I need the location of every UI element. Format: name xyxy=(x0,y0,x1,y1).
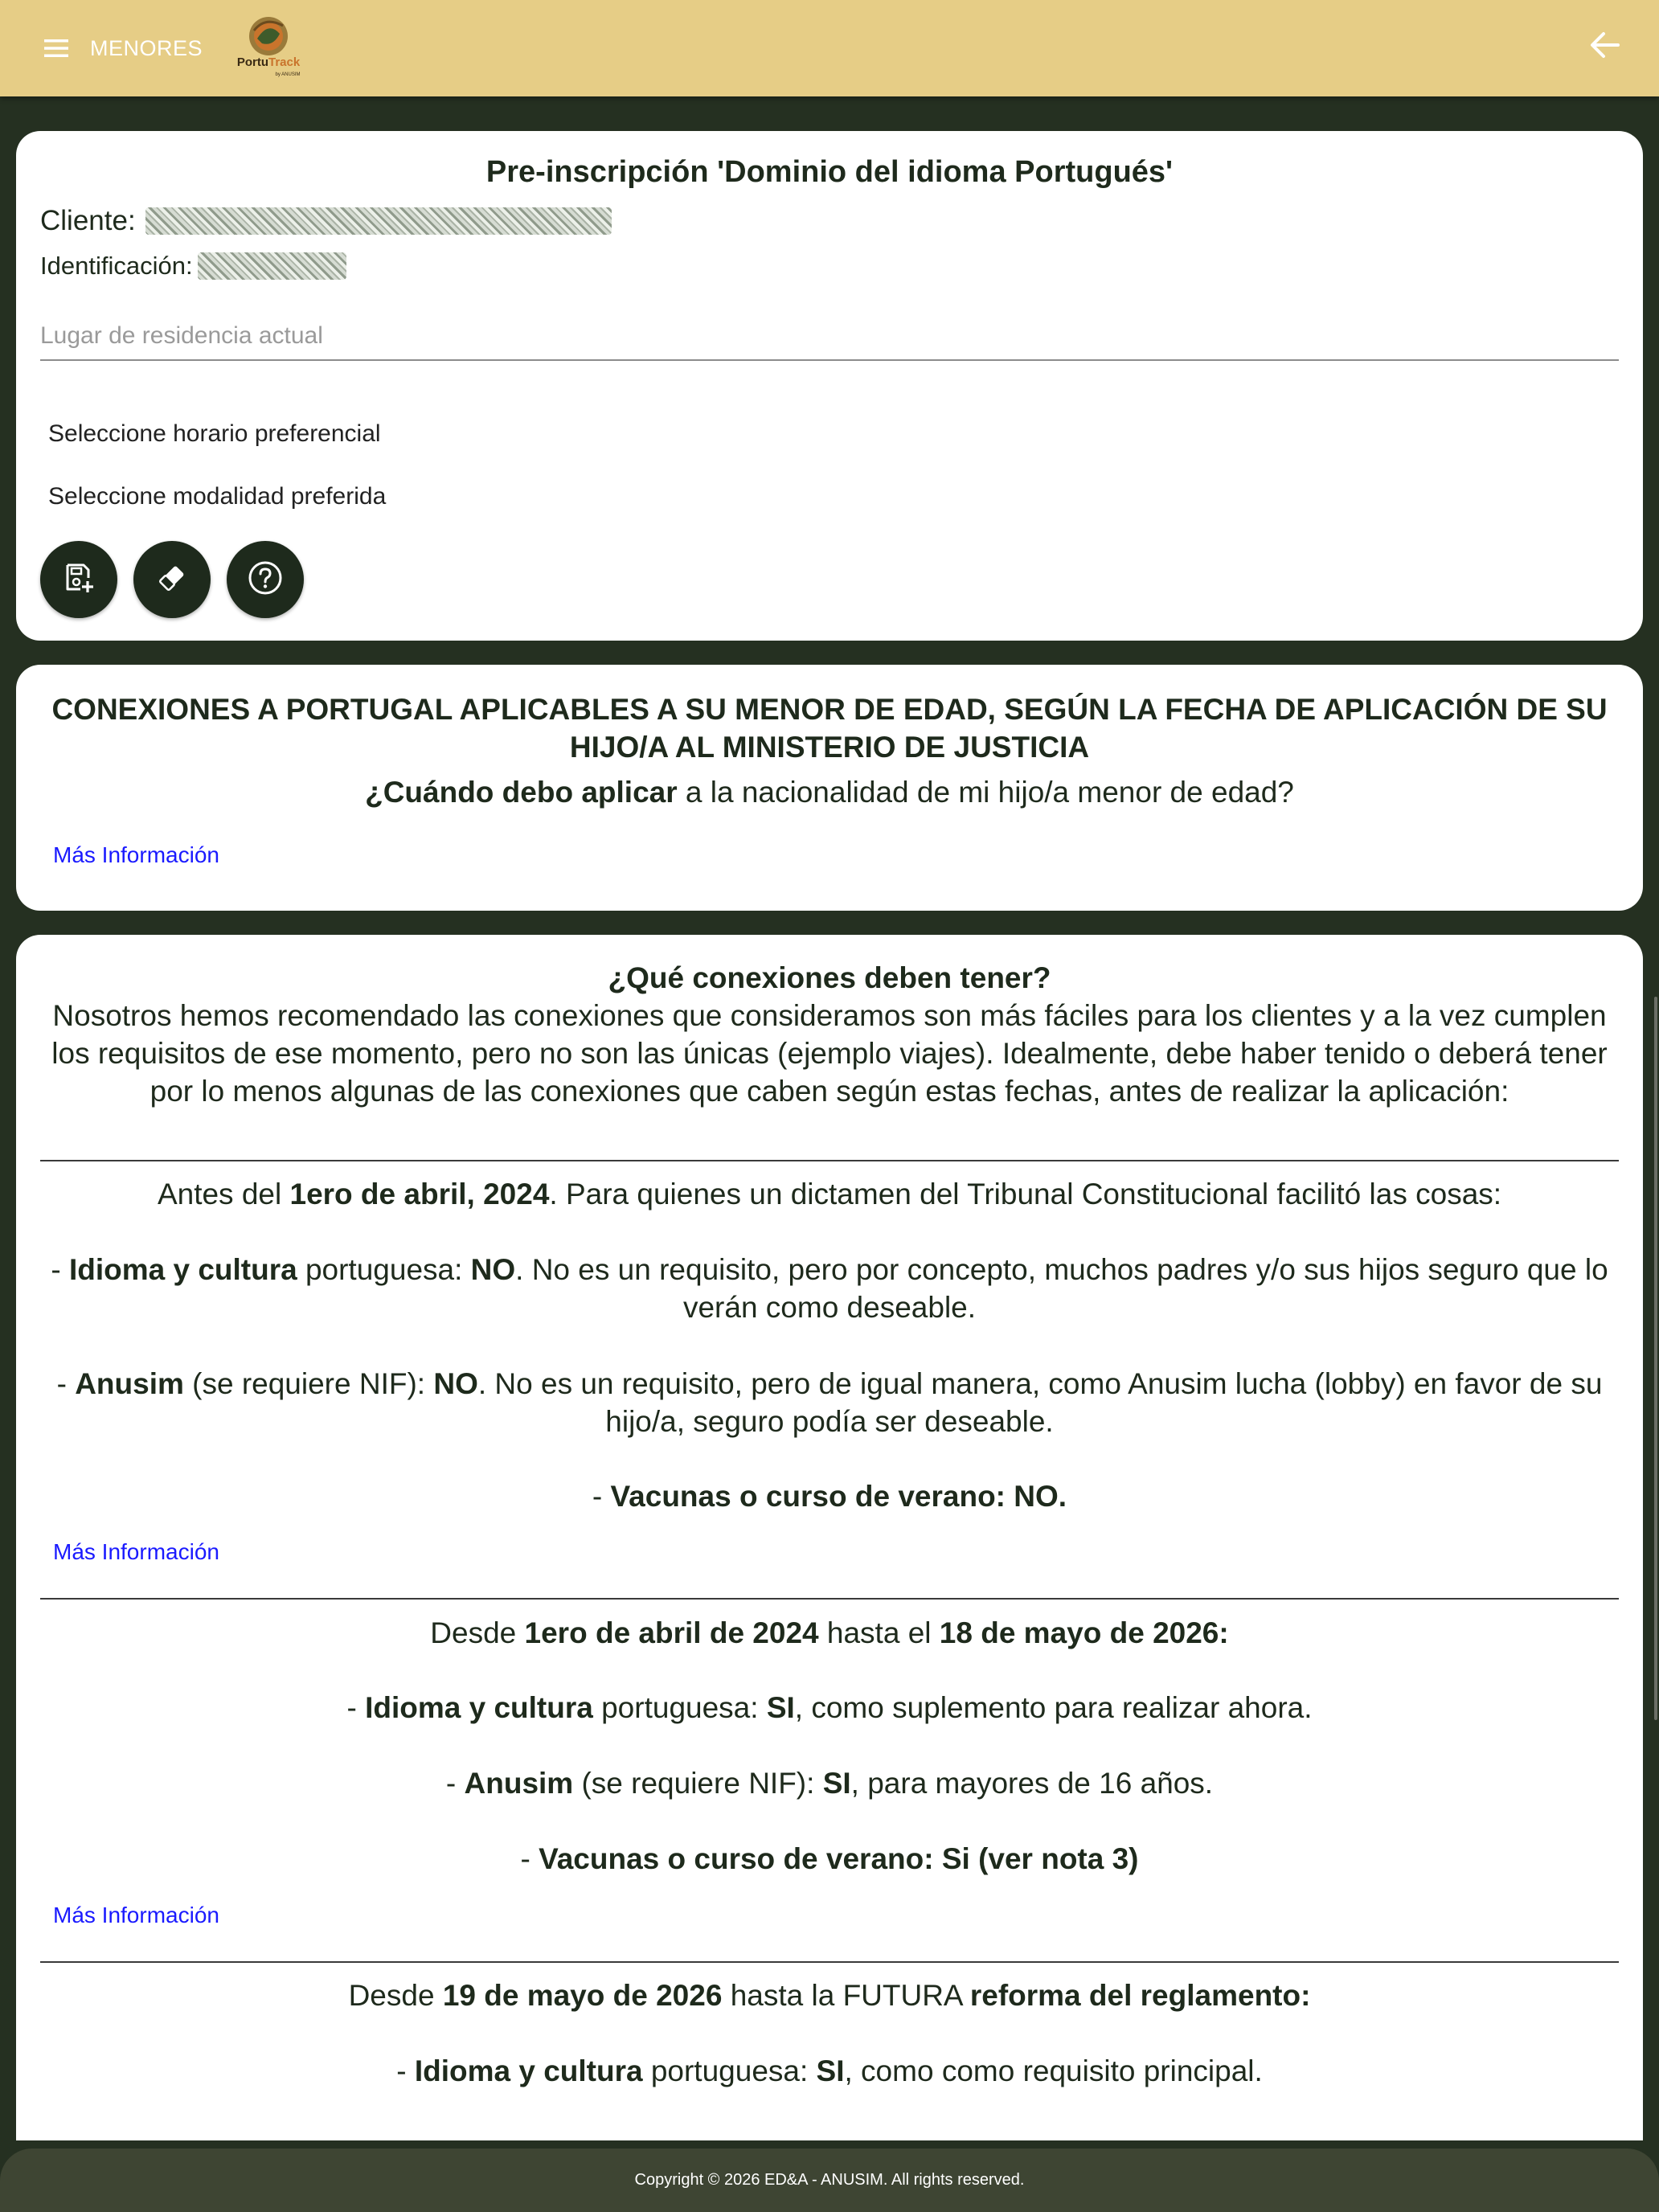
text: - xyxy=(56,1367,76,1400)
back-button[interactable] xyxy=(1579,21,1630,72)
help-icon xyxy=(247,559,284,600)
divider xyxy=(40,1961,1619,1963)
text: Vacunas o curso de verano: NO. xyxy=(610,1480,1067,1513)
text: - xyxy=(445,1767,465,1800)
divider xyxy=(40,1160,1619,1161)
connections-title: CONEXIONES A PORTUGAL APLICABLES A SU MENOR DE EDAD, SEGÚN LA FECHA DE APLICACIÓN DE SU HIJO/A AL MINISTERIO DE JUSTICIA xyxy=(51,693,1608,764)
copyright-text: Copyright © 2026 ED&A - ANUSIM. All rights reserved. xyxy=(634,2171,1025,2189)
period2-intro xyxy=(40,1614,1619,1652)
top-app-bar xyxy=(0,0,1659,96)
scrollbar[interactable] xyxy=(1654,997,1657,1720)
text: Idioma y cultura xyxy=(365,1691,593,1724)
form-title: Pre-inscripción 'Dominio del idioma Portugués' xyxy=(485,155,1174,189)
text: - xyxy=(396,2054,415,2087)
text: SI xyxy=(766,1691,795,1724)
text: Idioma y cultura xyxy=(68,1253,297,1286)
portutrack-logo xyxy=(230,14,307,82)
period2-start-date: 1ero de abril de 2024 xyxy=(524,1616,819,1649)
text: SI xyxy=(822,1767,851,1800)
id-label: Identificación: xyxy=(40,252,193,280)
text: SI xyxy=(816,2054,845,2087)
text: , como como requisito principal. xyxy=(844,2054,1263,2087)
text: hasta la FUTURA xyxy=(722,1979,970,2012)
footer xyxy=(0,2149,1659,2212)
period2-language xyxy=(40,1689,1619,1727)
text: , como suplemento para realizar ahora. xyxy=(794,1691,1313,1724)
text: portuguesa: xyxy=(592,1691,767,1724)
more-info-link[interactable]: Más Información xyxy=(53,1903,219,1927)
menu-icon xyxy=(40,32,72,64)
question-bold: ¿Cuándo debo aplicar xyxy=(365,776,678,809)
menu-label: MENORES xyxy=(90,35,203,60)
svg-text:PortuTrack: PortuTrack xyxy=(236,55,301,69)
text: reforma del reglamento: xyxy=(969,1979,1311,2012)
residence-input[interactable] xyxy=(40,313,1619,361)
client-line xyxy=(40,205,612,237)
text: Desde xyxy=(348,1979,443,2012)
when-to-apply-question xyxy=(40,776,1619,809)
period1-vaccines xyxy=(40,1477,1619,1515)
redacted-client-name xyxy=(145,207,612,235)
clear-button[interactable] xyxy=(133,541,211,618)
period3-intro xyxy=(40,1976,1619,2014)
svg-text:by ANUSIM: by ANUSIM xyxy=(275,72,301,77)
question-text: a la nacionalidad de mi hijo/a menor de edad? xyxy=(677,776,1294,809)
requirements-heading: ¿Qué conexiones deben tener? xyxy=(608,961,1051,994)
period1-language xyxy=(40,1251,1619,1326)
divider xyxy=(40,1598,1619,1600)
period3-date: 19 de mayo de 2026 xyxy=(442,1979,723,2012)
text: , para mayores de 16 años. xyxy=(850,1767,1214,1800)
text: . Para quienes un dictamen del Tribunal Constitucional facilitó las cosas: xyxy=(549,1178,1502,1210)
period2-vaccines xyxy=(40,1840,1619,1878)
period2-anusim xyxy=(40,1764,1619,1802)
arrow-left-icon xyxy=(1589,31,1620,63)
text: Idioma y cultura xyxy=(414,2054,643,2087)
text: . No es un requisito, pero de igual manera, como Anusim lucha (lobby) en favor de su hijo/a, seguro podía ser deseable. xyxy=(477,1367,1603,1438)
eraser-icon xyxy=(154,560,190,600)
modality-select[interactable]: Seleccione modalidad preferida xyxy=(48,483,387,510)
requirements-intro-text: Nosotros hemos recomendado las conexiones que consideramos son más fáciles para los clientes y a la vez cumplen los requisitos de ese momento, pero no son las únicas (ejemplo viajes). Idealmente, debe haber tenido o deberá tener por lo menos algunas de las conexiones que caben según estas fechas, antes de realizar la aplicación: xyxy=(51,999,1608,1108)
text: Anusim xyxy=(464,1767,574,1800)
schedule-select[interactable]: Seleccione horario preferencial xyxy=(48,420,381,447)
save-add-button[interactable] xyxy=(40,541,117,618)
text: Vacunas o curso de verano: Si (ver nota 3) xyxy=(539,1842,1139,1875)
text: NO xyxy=(470,1253,516,1286)
text: Antes del xyxy=(157,1178,290,1210)
period1-anusim xyxy=(40,1365,1619,1440)
period3-language xyxy=(40,2052,1619,2090)
menu-button[interactable] xyxy=(40,27,203,69)
text: Anusim xyxy=(75,1367,184,1400)
text: portuguesa: xyxy=(297,1253,471,1286)
period2-end-date: 18 de mayo de 2026: xyxy=(939,1616,1229,1649)
text: - xyxy=(520,1842,539,1875)
more-info-link[interactable]: Más Información xyxy=(53,1539,219,1564)
more-info-link[interactable]: Más Información xyxy=(53,842,219,867)
text: . No es un requisito, pero por concepto, muchos padres y/o sus hijos seguro que lo verán como deseable. xyxy=(515,1253,1608,1324)
period1-date: 1ero de abril, 2024 xyxy=(289,1178,550,1210)
redacted-id xyxy=(198,252,346,280)
client-label: Cliente: xyxy=(40,205,136,236)
text: Desde xyxy=(430,1616,525,1649)
text: (se requiere NIF): xyxy=(183,1367,434,1400)
text: - xyxy=(592,1480,611,1513)
period1-intro xyxy=(40,1175,1619,1213)
pre-inscription-card xyxy=(16,131,1643,641)
requirements-intro xyxy=(40,959,1619,1110)
help-button[interactable] xyxy=(227,541,304,618)
text: (se requiere NIF): xyxy=(573,1767,823,1800)
connections-card xyxy=(16,665,1643,911)
text: - xyxy=(51,1253,69,1286)
save-add-icon xyxy=(61,560,96,600)
id-line xyxy=(40,252,346,281)
text: NO xyxy=(433,1367,478,1400)
requirements-card xyxy=(16,935,1643,2140)
text: portuguesa: xyxy=(642,2054,817,2087)
text: hasta el xyxy=(818,1616,940,1649)
text: - xyxy=(346,1691,366,1724)
